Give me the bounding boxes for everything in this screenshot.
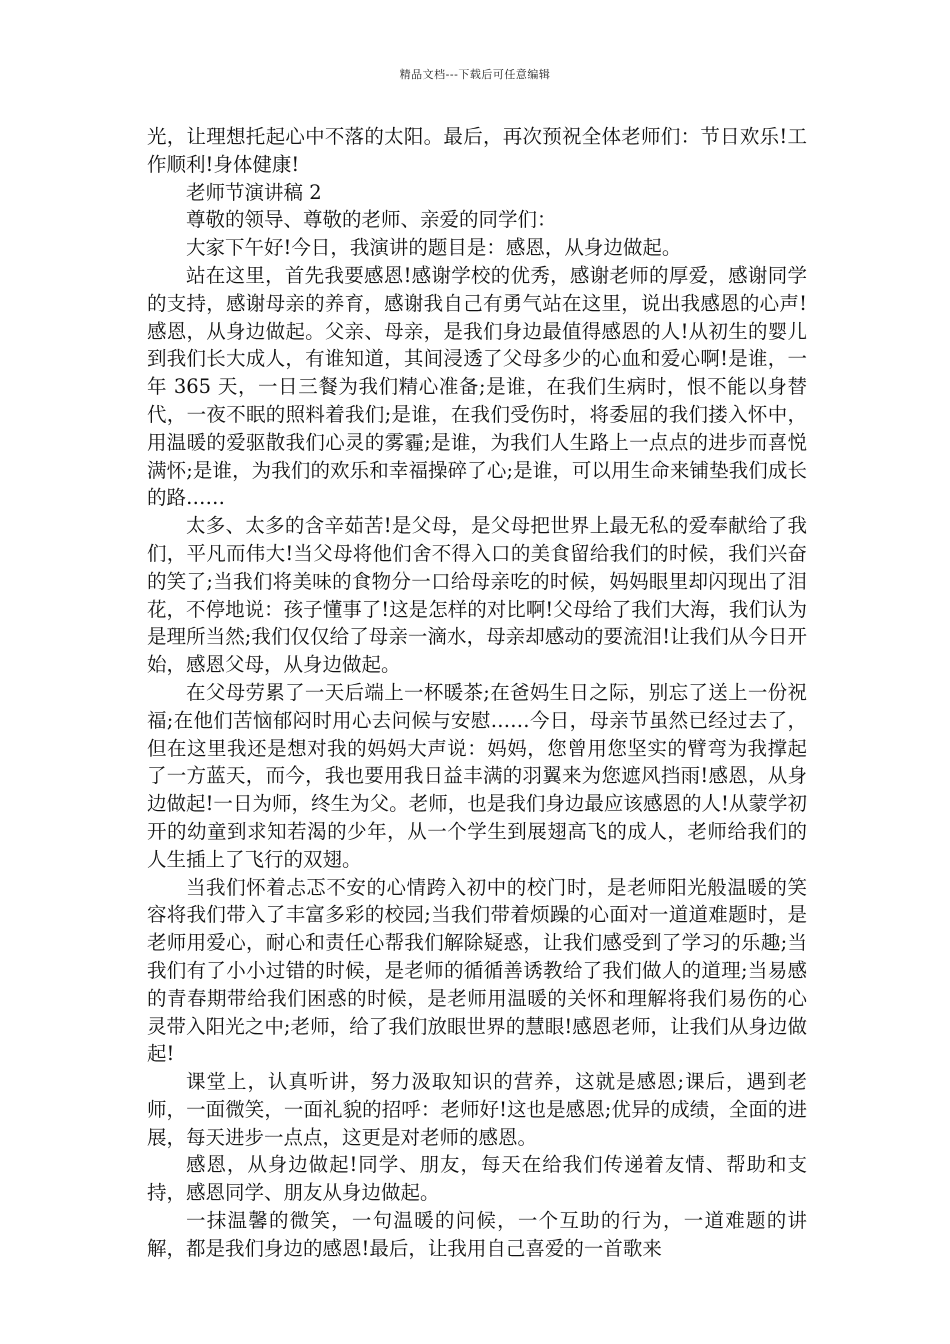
paragraph: 站在这里，首先我要感恩!感谢学校的优秀，感谢老师的厚爱，感谢同学的支持，感谢母亲的养育，感谢我自己有勇气站在这里，说出我感恩的心声!感恩，从身边做起。父亲、母亲，是我们身边最值得感恩的人!从初生的婴儿到我们长大成人，有谁知道，其间浸透了父母多少的心血和爱心啊!是谁，一年 365 天，一日三餐为我们精心准备;是谁，在我们生病时，恨不能以身替代，一夜不眠的照料着我们;是谁，在我们受伤时，将委屈的我们搂入怀中，用温暖的爱驱散我们心灵的雾霾;是谁，为我们人生路上一点点的进步而喜悦满怀;是谁，为我们的欢乐和幸福操碎了心;是谁，可以用生命来铺垫我们成长的路……	[147, 263, 807, 510]
salutation: 尊敬的领导、尊敬的老师、亲爱的同学们：	[186, 208, 557, 232]
paragraph: 在父母劳累了一天后端上一杯暖茶;在爸妈生日之际，别忘了送上一份祝福;在他们苦恼郁闷时用心去问候与安慰……今日，母亲节虽然已经过去了，但在这里我还是想对我的妈妈大声说：妈妈，您曾用您坚实的臂弯为我撑起了一方蓝天，而今，我也要用我日益丰满的羽翼来为您遮风挡雨!感恩，从身边做起!一日为师，终生为父。老师，也是我们身边最应该感恩的人!从蒙学初开的幼童到求知若渴的少年，从一个学生到展翅高飞的成人，老师给我们的人生插上了飞行的双翅。	[147, 680, 807, 871]
page-header: 精品文档---下载后可任意编辑	[399, 68, 551, 81]
document-body	[147, 123, 807, 1263]
paragraph: 当我们怀着忐忑不安的心情跨入初中的校门时，是老师阳光般温暖的笑容将我们带入了丰富多彩的校园;当我们带着烦躁的心面对一道道难题时，是老师用爱心，耐心和责任心帮我们解除疑惑，让我们感受到了学习的乐趣;当我们有了小小过错的时候，是老师的循循善诱教给了我们做人的道理;当易感的青春期带给我们困惑的时候，是老师用温暖的关怀和理解将我们易伤的心灵带入阳光之中;老师，给了我们放眼世界的慧眼!感恩老师，让我们从身边做起!	[147, 875, 807, 1066]
paragraph: 一抹温馨的微笑，一句温暖的问候，一个互助的行为，一道难题的讲解，都是我们身边的感恩!最后，让我用自己喜爱的一首歌来	[147, 1209, 807, 1260]
paragraph: 课堂上，认真听讲，努力汲取知识的营养，这就是感恩;课后，遇到老师，一面微笑，一面礼貌的招呼：老师好!这也是感恩;优异的成绩，全面的进展，每天进步一点点，这更是对老师的感恩。	[147, 1070, 807, 1149]
paragraph-continuation: 光，让理想托起心中不落的太阳。最后，再次预祝全体老师们：节日欢乐!工作顺利!身体健康!	[147, 125, 807, 176]
section-title: 老师节演讲稿 2	[186, 180, 322, 204]
paragraph: 太多、太多的含辛茹苦!是父母，是父母把世界上最无私的爱奉献给了我们，平凡而伟大!当父母将他们舍不得入口的美食留给我们的时候，我们兴奋的笑了;当我们将美味的食物分一口给母亲吃的时候，妈妈眼里却闪现出了泪花，不停地说：孩子懂事了!这是怎样的对比啊!父母给了我们大海，我们认为是理所当然;我们仅仅给了母亲一滴水，母亲却感动的要流泪!让我们从今日开始，感恩父母，从身边做起。	[147, 514, 807, 677]
paragraph: 感恩，从身边做起!同学、朋友，每天在给我们传递着友情、帮助和支持，感恩同学、朋友从身边做起。	[147, 1153, 807, 1205]
greeting: 大家下午好!今日，我演讲的题目是：感恩，从身边做起。	[186, 236, 682, 260]
